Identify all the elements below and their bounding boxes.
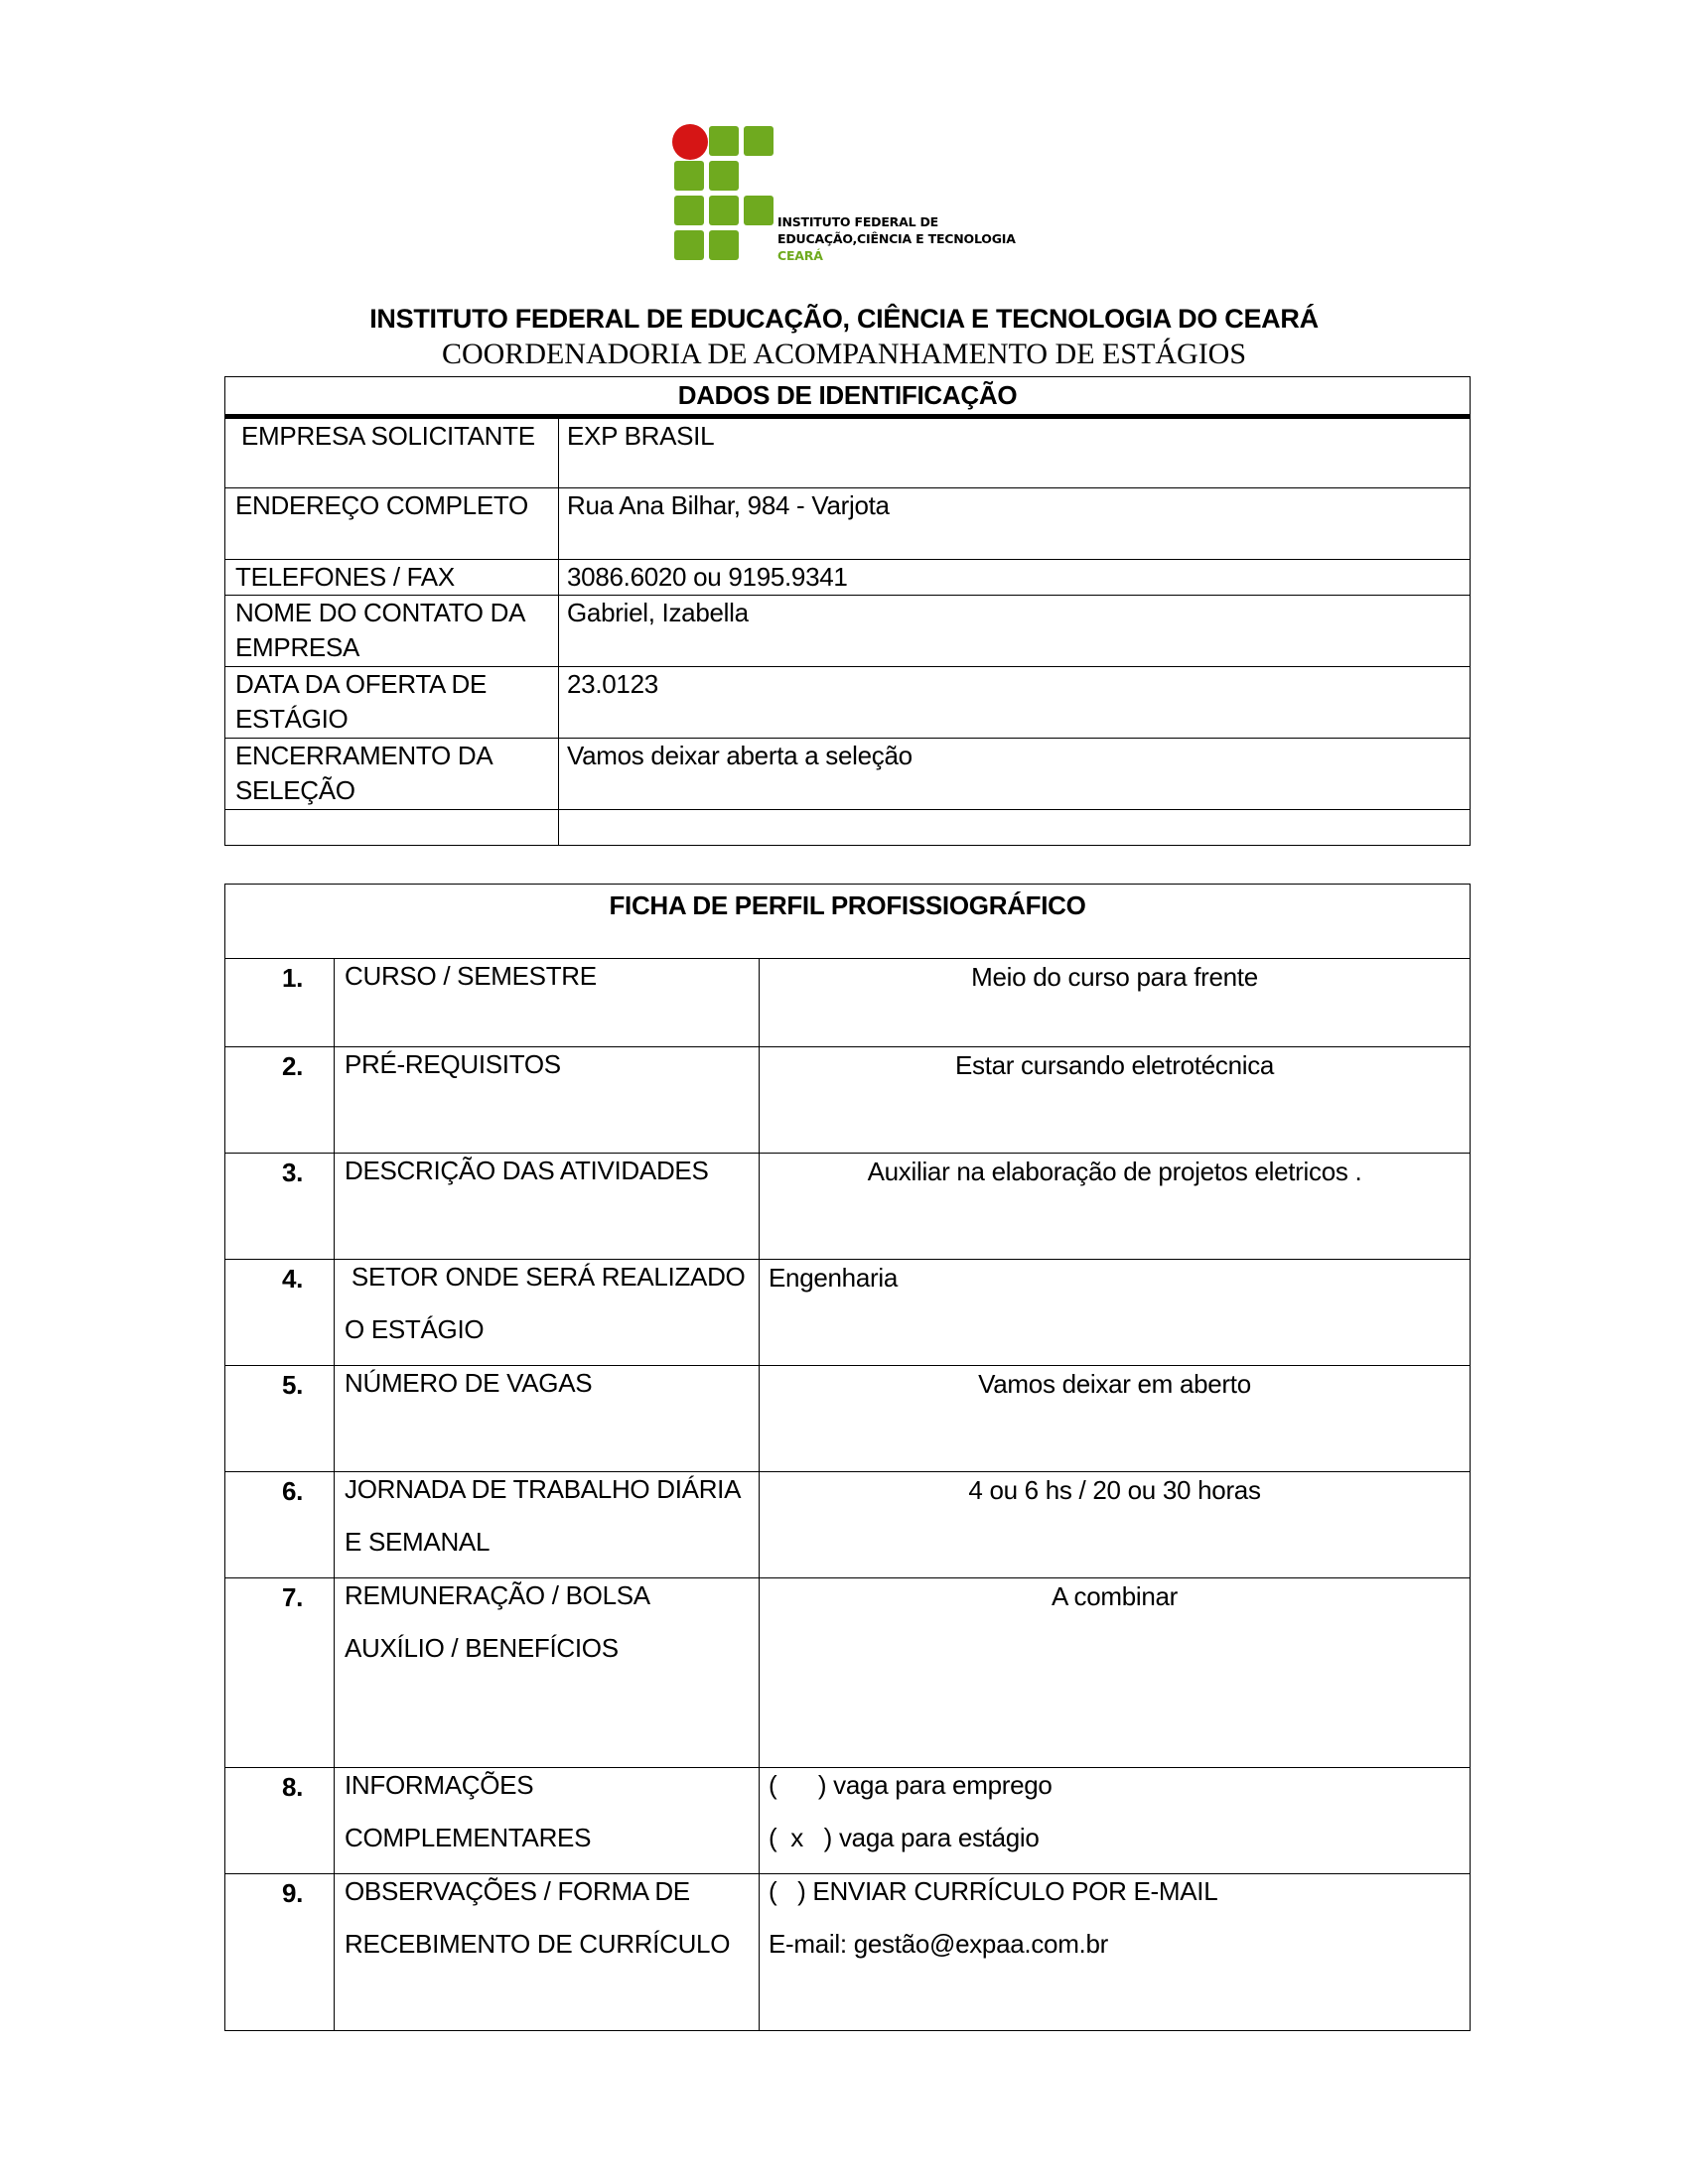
logo-square (709, 161, 739, 191)
empty-cell (559, 810, 1471, 846)
document-subtitle: COORDENADORIA DE ACOMPANHAMENTO DE ESTÁGIOS (441, 338, 1247, 370)
profile-row (225, 1047, 1471, 1154)
row-number: 6. (225, 1472, 335, 1578)
identification-heading: DADOS DE IDENTIFICAÇÃO (225, 377, 1471, 417)
row-label-line: REMUNERAÇÃO / BOLSA (345, 1580, 650, 1610)
profile-row (225, 1874, 1471, 2031)
row-number: 8. (225, 1768, 335, 1874)
row-label (335, 1366, 760, 1472)
logo-square (744, 126, 774, 156)
profile-heading: FICHA DE PERFIL PROFISSIOGRÁFICO (225, 885, 1471, 959)
row-number: 1. (225, 959, 335, 1047)
row-label-line: CURSO / SEMESTRE (345, 961, 597, 991)
institute-logo (670, 124, 1028, 273)
logo-line-3: CEARÁ (777, 248, 823, 263)
row-label (335, 1472, 760, 1578)
row-label (335, 1260, 760, 1366)
row-label (335, 1047, 760, 1154)
profile-table (224, 884, 1471, 2031)
row-label (335, 1874, 760, 2031)
row-label-line: DESCRIÇÃO DAS ATIVIDADES (345, 1156, 709, 1185)
logo-square (674, 196, 704, 225)
row-value (760, 1154, 1471, 1260)
row-value-line: 4 ou 6 hs / 20 ou 30 horas (968, 1475, 1261, 1505)
value-encerramento: Vamos deixar aberta a seleção (559, 739, 1471, 810)
checkbox-vaga-emprego[interactable]: ( ) vaga para emprego (769, 1770, 1053, 1800)
profile-row (225, 959, 1471, 1047)
label-contato: NOME DO CONTATO DA EMPRESA (225, 596, 559, 667)
row-label-line: OBSERVAÇÕES / FORMA DE (345, 1876, 690, 1906)
row-number: 3. (225, 1154, 335, 1260)
label-encerramento: ENCERRAMENTO DA SELEÇÃO (225, 739, 559, 810)
row-value (760, 1366, 1471, 1472)
logo-line-2: EDUCAÇÃO,CIÊNCIA E TECNOLOGIA (777, 231, 1016, 246)
value-telefones: 3086.6020 ou 9195.9341 (559, 560, 1471, 596)
identification-table (224, 376, 1471, 846)
row-value (760, 959, 1471, 1047)
label-data-oferta: DATA DA OFERTA DE ESTÁGIO (225, 667, 559, 739)
row-number: 7. (225, 1578, 335, 1768)
row-value (760, 1578, 1471, 1768)
logo-text (777, 213, 1016, 264)
profile-row (225, 1578, 1471, 1768)
row-value (760, 1768, 1471, 1874)
value-empresa: EXP BRASIL (559, 417, 1471, 488)
row-label-line: NÚMERO DE VAGAS (345, 1368, 593, 1398)
logo-square (744, 196, 774, 225)
row-label (335, 1154, 760, 1260)
row-value (760, 1472, 1471, 1578)
row-label-line: PRÉ-REQUISITOS (345, 1049, 561, 1079)
email-address: E-mail: gestão@expaa.com.br (769, 1929, 1108, 1959)
row-value-line: Meio do curso para frente (971, 962, 1258, 992)
logo-square (709, 126, 739, 156)
profile-row (225, 1768, 1471, 1874)
row-label (335, 959, 760, 1047)
row-number: 2. (225, 1047, 335, 1154)
label-telefones: TELEFONES / FAX (225, 560, 559, 596)
logo-square (709, 230, 739, 260)
row-number: 4. (225, 1260, 335, 1366)
logo-square (709, 196, 739, 225)
row-number: 9. (225, 1874, 335, 2031)
row-value (760, 1047, 1471, 1154)
checkbox-vaga-estagio[interactable]: ( x ) vaga para estágio (769, 1823, 1040, 1852)
profile-row (225, 1154, 1471, 1260)
empty-cell (225, 810, 559, 846)
row-label-line: JORNADA DE TRABALHO DIÁRIA (345, 1474, 742, 1504)
row-value (760, 1874, 1471, 2031)
row-value-line: Estar cursando eletrotécnica (954, 1050, 1275, 1080)
row-value-line: Vamos deixar em aberto (978, 1369, 1251, 1399)
label-endereco: ENDEREÇO COMPLETO (225, 488, 559, 560)
row-label-line: O ESTÁGIO (345, 1314, 485, 1344)
logo-red-dot (672, 124, 708, 160)
value-contato: Gabriel, Izabella (559, 596, 1471, 667)
profile-row (225, 1366, 1471, 1472)
profile-row (225, 1260, 1471, 1366)
value-endereco: Rua Ana Bilhar, 984 - Varjota (559, 488, 1471, 560)
value-data-oferta: 23.0123 (559, 667, 1471, 739)
row-label (335, 1768, 760, 1874)
document-title: INSTITUTO FEDERAL DE EDUCAÇÃO, CIÊNCIA E TECNOLOGIA DO CEARÁ (369, 304, 1319, 334)
checkbox-enviar-curriculo[interactable]: ( ) ENVIAR CURRÍCULO POR E-MAIL (769, 1876, 1218, 1906)
row-label (335, 1578, 760, 1768)
row-value (760, 1260, 1471, 1366)
row-value-line: Engenharia (769, 1263, 898, 1293)
row-value-line: Auxiliar na elaboração de projetos eletricos . (867, 1157, 1362, 1186)
logo-square (674, 230, 704, 260)
row-label-line: E SEMANAL (345, 1527, 491, 1557)
row-number: 5. (225, 1366, 335, 1472)
logo-square (674, 161, 704, 191)
label-empresa: EMPRESA SOLICITANTE (225, 417, 559, 488)
row-value-line: A combinar (1051, 1581, 1179, 1611)
row-label-line: AUXÍLIO / BENEFÍCIOS (345, 1633, 619, 1663)
row-label-line: SETOR ONDE SERÁ REALIZADO (345, 1262, 746, 1292)
profile-row (225, 1472, 1471, 1578)
row-label-line: RECEBIMENTO DE CURRÍCULO (345, 1929, 731, 1959)
logo-line-1: INSTITUTO FEDERAL DE (777, 214, 938, 229)
row-label-line: INFORMAÇÕES (345, 1770, 534, 1800)
row-label-line: COMPLEMENTARES (345, 1823, 592, 1852)
